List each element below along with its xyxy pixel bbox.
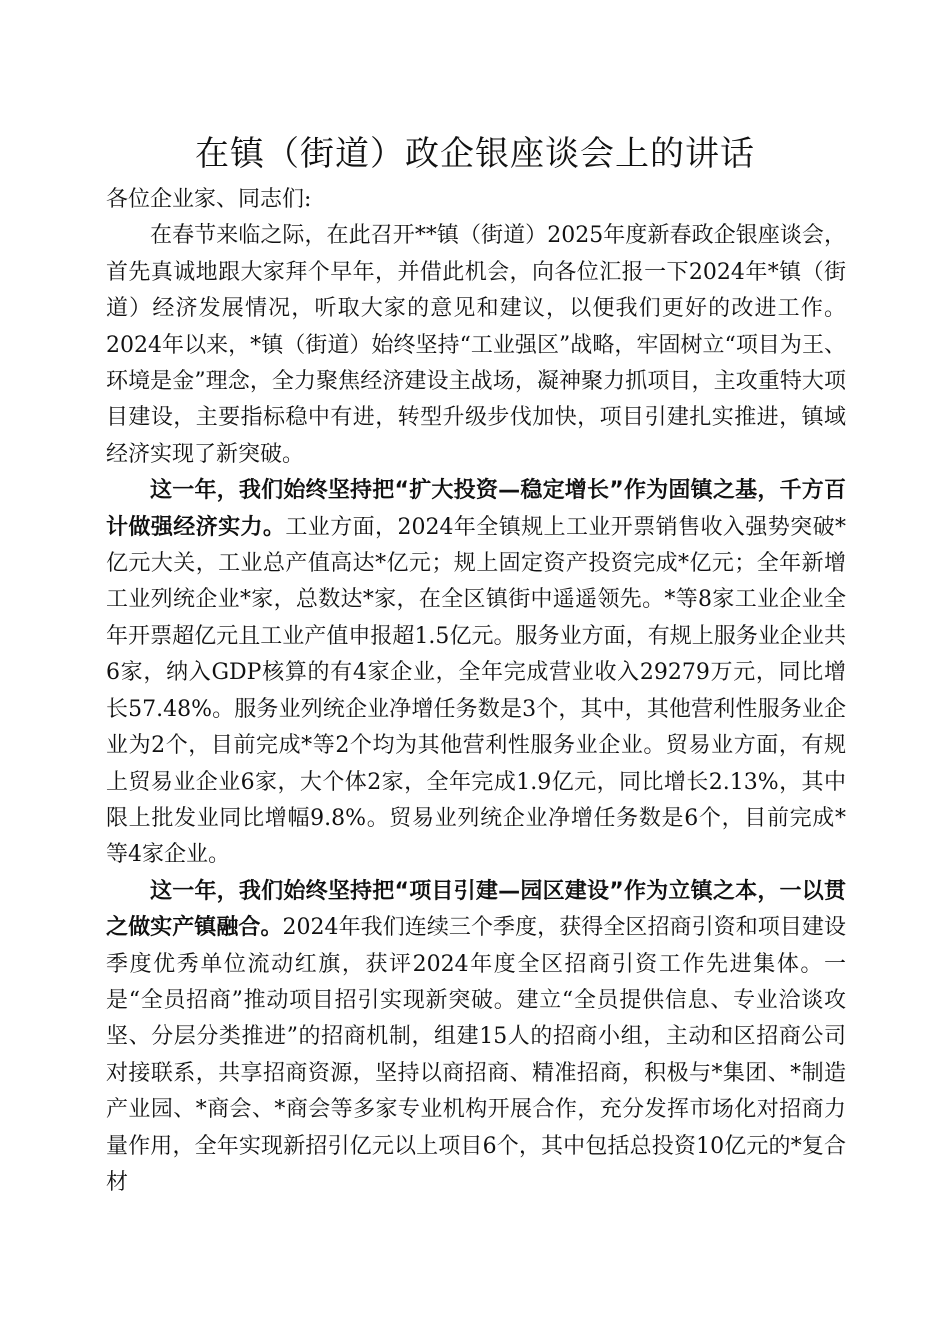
salutation: 各位企业家、同志们: (106, 187, 312, 212)
paragraph-text: 在春节来临之际，在此召开**镇（街道）2025年度新春政企银座谈会，首先真诚地跟大家拜个早年，并借此机会，向各位汇报一下2024年*镇（街道）经济发展情况，听取大家的意见和建议，以便我们更好的改进工作。2024年以来，*镇（街道）始终坚持“工业强区”战略，牢固树立“项目为王、环境是金”理念，全力聚焦经济建设主战场，凝神聚力抓项目，主攻重特大项目建设，主要指标稳中有进，转型升级步伐加快，项目引建扎实推进，镇域经济实现了新突破。 (106, 223, 846, 467)
paragraph-projects (106, 874, 846, 1202)
document-body (106, 182, 846, 1201)
paragraph-lead: 这一年，我们始终坚持把“扩大投资—稳定增长”作为固镇之基，千方百计做强经济实力。 (106, 478, 846, 540)
paragraph-intro (106, 218, 846, 473)
paragraph-investment (106, 473, 846, 873)
document-title: 在镇（街道）政企银座谈会上的讲话 (195, 134, 755, 174)
paragraph-text: 工业方面，2024年全镇规上工业开票销售收入强势突破*亿元大关，工业总产值高达*亿元；规上固定资产投资完成*亿元；全年新增工业列统企业*家，总数达*家，在全区镇街中遥遥领先。*等8家工业企业全年开票超亿元且工业产值申报超1.5亿元。服务业方面，有规上服务业企业共6家，纳入GDP核算的有4家企业，全年完成营业收入29279万元，同比增长57.48%。服务业列统企业净增任务数是3个，其中，其他营利性服务业企业为2个，目前完成*等2个均为其他营利性服务业企业。贸易业方面，有规上贸易业企业6家，大个体2家，全年完成1.9亿元，同比增长2.13%，其中限上批发业同比增幅9.8%。贸易业列统企业净增任务数是6个，目前完成*等4家企业。 (106, 514, 846, 868)
paragraph-lead: 这一年，我们始终坚持把“项目引建—园区建设”作为立镇之本，一以贯之做实产镇融合。 (106, 878, 846, 941)
paragraph-text: 2024年我们连续三个季度，获得全区招商引资和项目建设季度优秀单位流动红旗，获评2024年度全区招商引资工作先进集体。一是“全员招商”推动项目招引实现新突破。建立“全员提供信息、专业洽谈攻坚、分层分类推进”的招商机制，组建15人的招商小组，主动和区招商公司对接联系，共享招商资源，坚持以商招商、精准招商，积极与*集团、*制造产业园、*商会、*商会等多家专业机构开展合作，充分发挥市场化对招商力量作用，全年实现新招引亿元以上项目6个，其中包括总投资10亿元的*复合材 (106, 915, 846, 1195)
